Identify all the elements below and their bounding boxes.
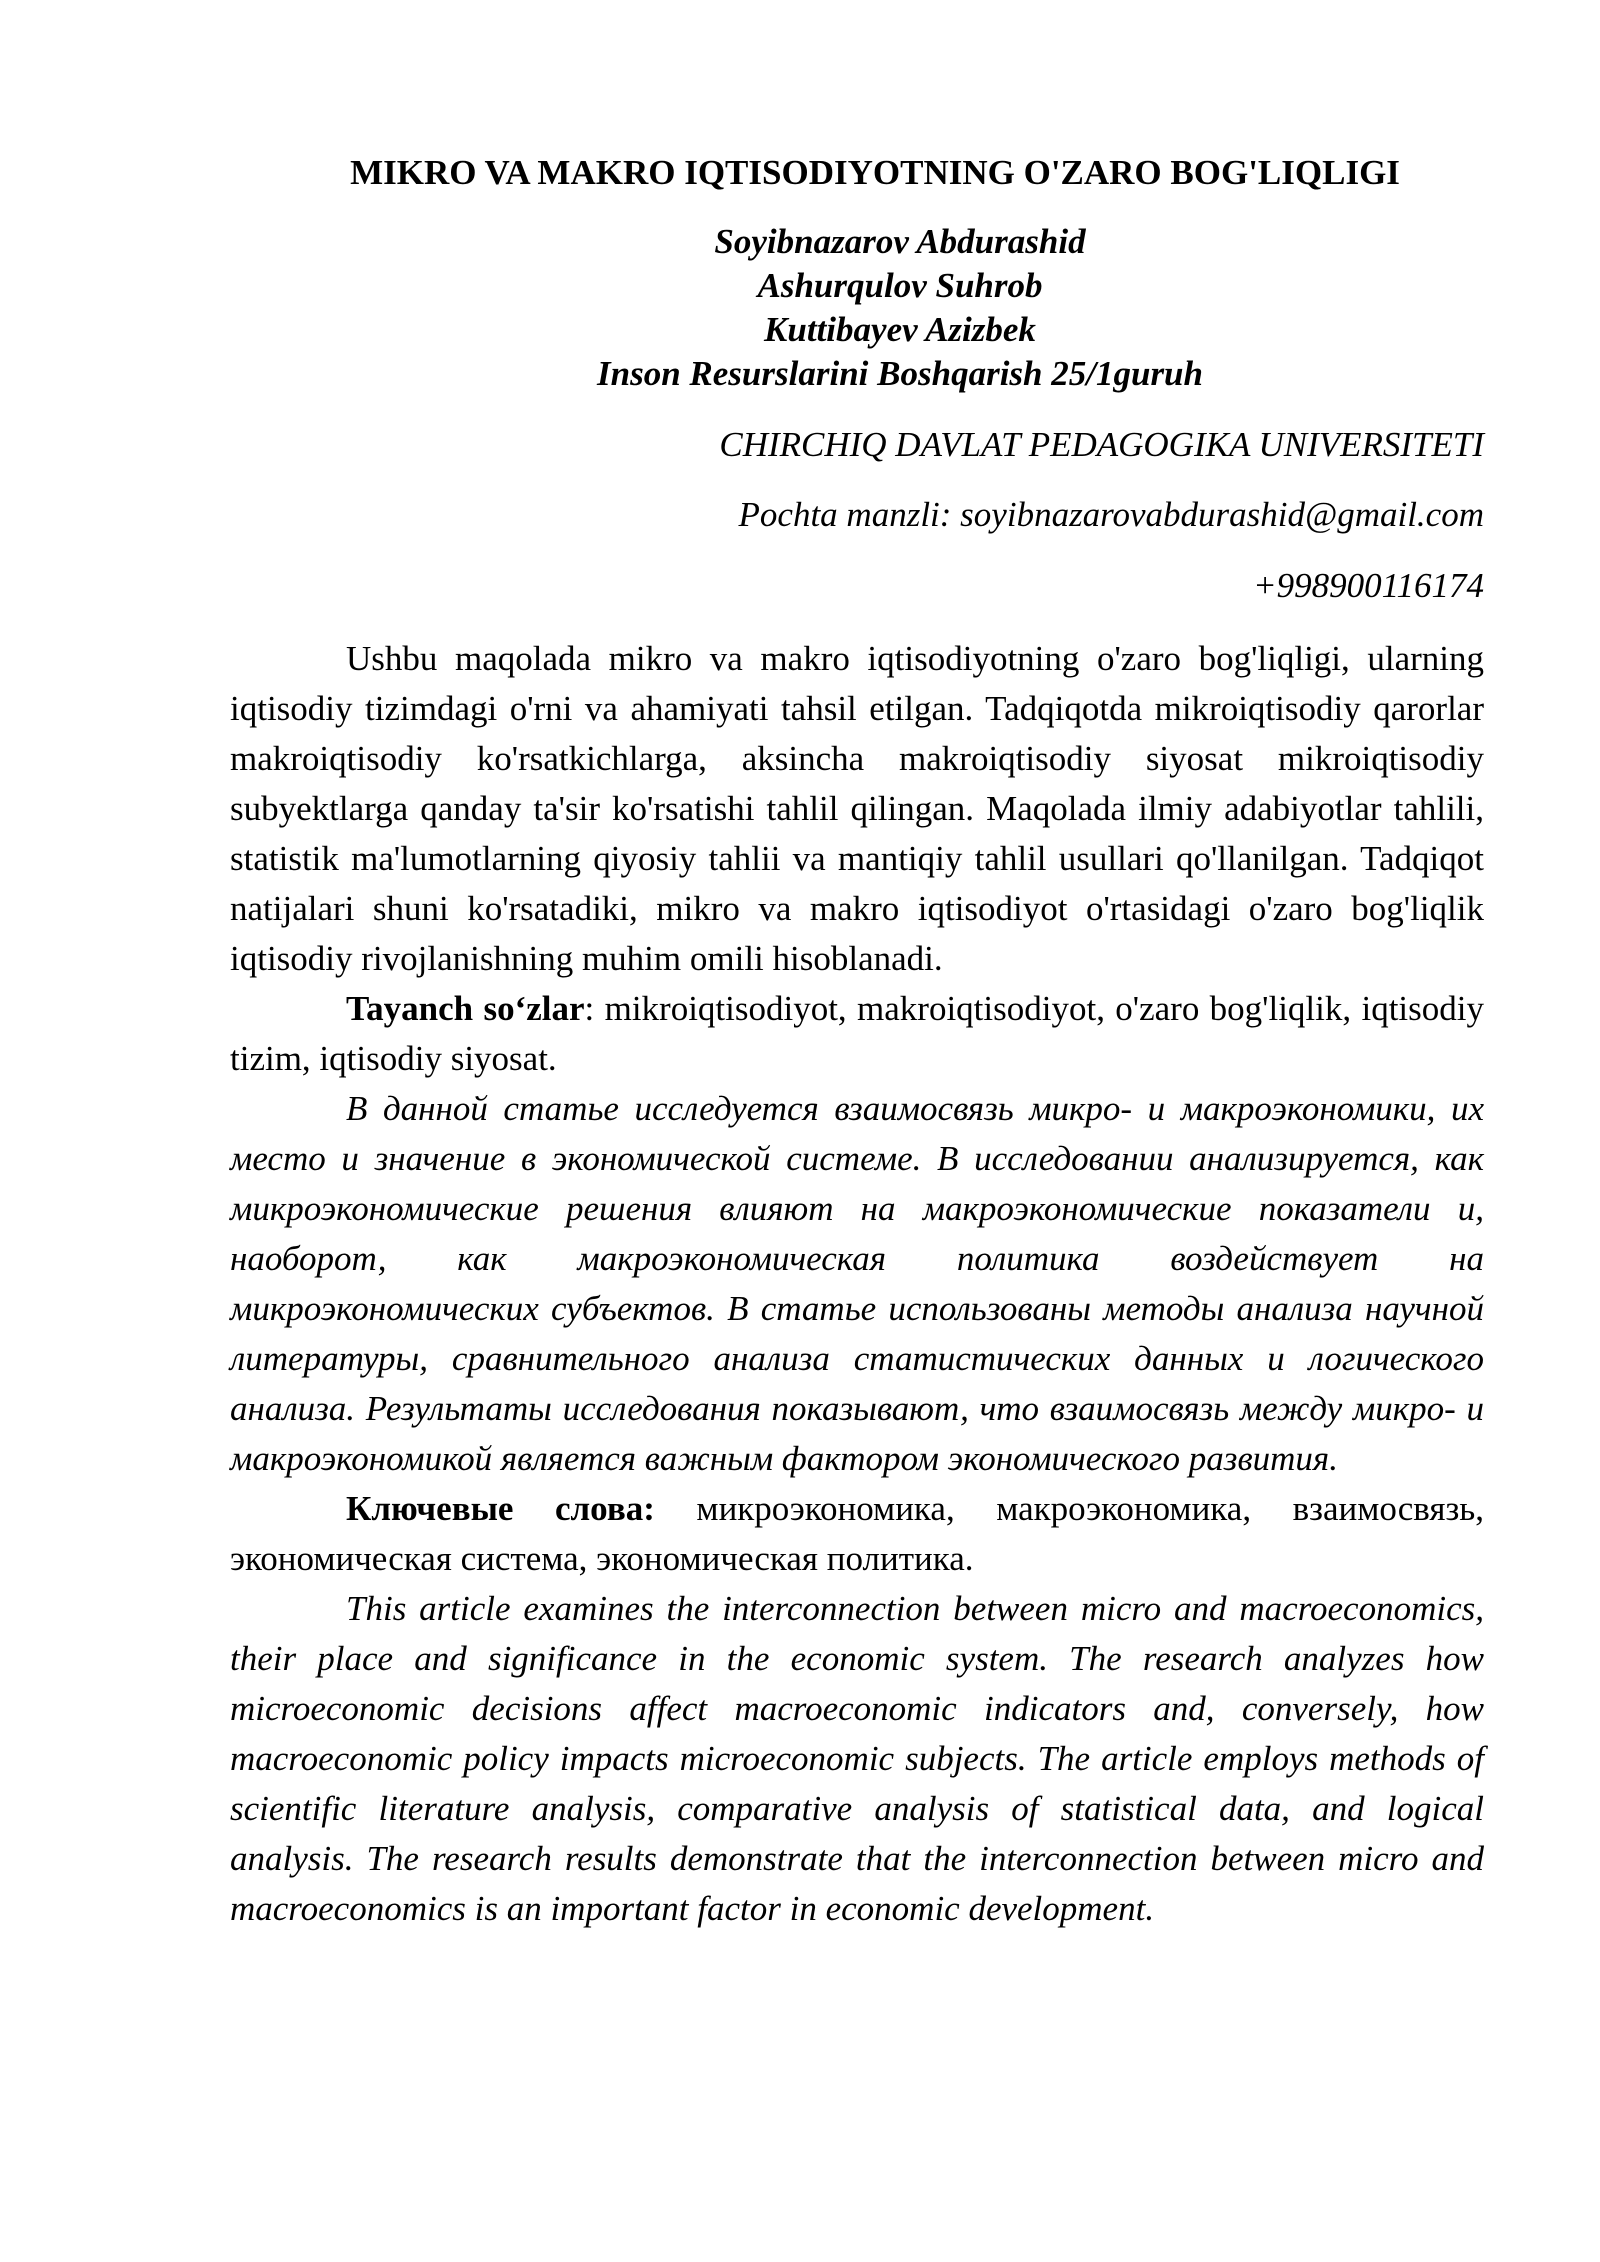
phone-number: +998900116174 xyxy=(1252,566,1484,605)
author-group: Inson Resurslarini Boshqarish 25/1guruh xyxy=(597,354,1203,393)
abstract-uzbek: Ushbu maqolada mikro va makro iqtisodiyotning o'zaro bog'liqligi, ularning iqtisodiy tizimdagi o'rni va ahamiyati tahsil etilgan. Tadqiqotda mikroiqtisodiy qarorlar makroiqtisodiy ko'rsatkichlarga, aksincha makroiqtisodiy siyosat mikroiqtisodiy subyektlarga qanday ta'sir ko'rsatishi tahlil qilingan. Maqolada ilmiy adabiyotlar tahlili, statistik ma'lumotlarning qiyosiy tahlii va mantiqiy tahlil usullari qo'llanilgan. Tadqiqot natijalari shuni ko'rsatadiki, mikro va makro iqtisodiyot o'rtasidagi o'zaro bog'liqlik iqtisodiy rivojlanishning muhim omili hisoblanadi. xyxy=(230,639,1484,978)
keywords-uzbek xyxy=(230,984,1484,1084)
author-name: Kuttibayev Azizbek xyxy=(764,310,1036,349)
keywords-russian-label: Ключевые слова: xyxy=(346,1489,655,1528)
email-line: Pochta manzli: soyibnazarovabdurashid@gmail.com xyxy=(738,495,1484,534)
keywords-russian-text: микроэкономика, макроэкономика, взаимосвязь, экономическая система, экономическая политика. xyxy=(230,1489,1484,1578)
university-name: CHIRCHIQ DAVLAT PEDAGOGIKA UNIVERSITETI xyxy=(719,425,1484,464)
author-name: Ashurqulov Suhrob xyxy=(757,266,1043,305)
author-name: Soyibnazarov Abdurashid xyxy=(714,222,1086,261)
author-block xyxy=(0,220,1600,396)
abstract-english: This article examines the interconnection between micro and macroeconomics, their place and significance in the economic system. The research analyzes how microeconomic decisions affect macroeconomic indicators and, conversely, how macroeconomic policy impacts microeconomic subjects. The article employs methods of scientific literature analysis, comparative analysis of statistical data, and logical analysis. The research results demonstrate that the interconnection between micro and macroeconomics is an important factor in economic development. xyxy=(230,1589,1484,1928)
keywords-russian xyxy=(230,1484,1484,1584)
keywords-uzbek-text: : mikroiqtisodiyot, makroiqtisodiyot, o'zaro bog'liqlik, iqtisodiy tizim, iqtisodiy siyosat. xyxy=(230,989,1484,1078)
paper-title: MIKRO VA MAKRO IQTISODIYOTNING O'ZARO BOG'LIQLIGI xyxy=(350,153,1400,192)
article-body xyxy=(230,634,1484,1934)
keywords-uzbek-label: Tayanch so‘zlar xyxy=(346,989,585,1028)
abstract-russian: В данной статье исследуется взаимосвязь микро- и макроэкономики, их место и значение в экономической системе. В исследовании анализируется, как микроэкономические решения влияют на макроэкономические показатели и, наоборот, как макроэкономическая политика воздействует на микроэкономических субъектов. В статье использованы методы анализа научной литературы, сравнительного анализа статистических данных и логического анализа. Результаты исследования показывают, что взаимосвязь между микро- и макроэкономикой является важным фактором экономического развития. xyxy=(230,1089,1484,1478)
